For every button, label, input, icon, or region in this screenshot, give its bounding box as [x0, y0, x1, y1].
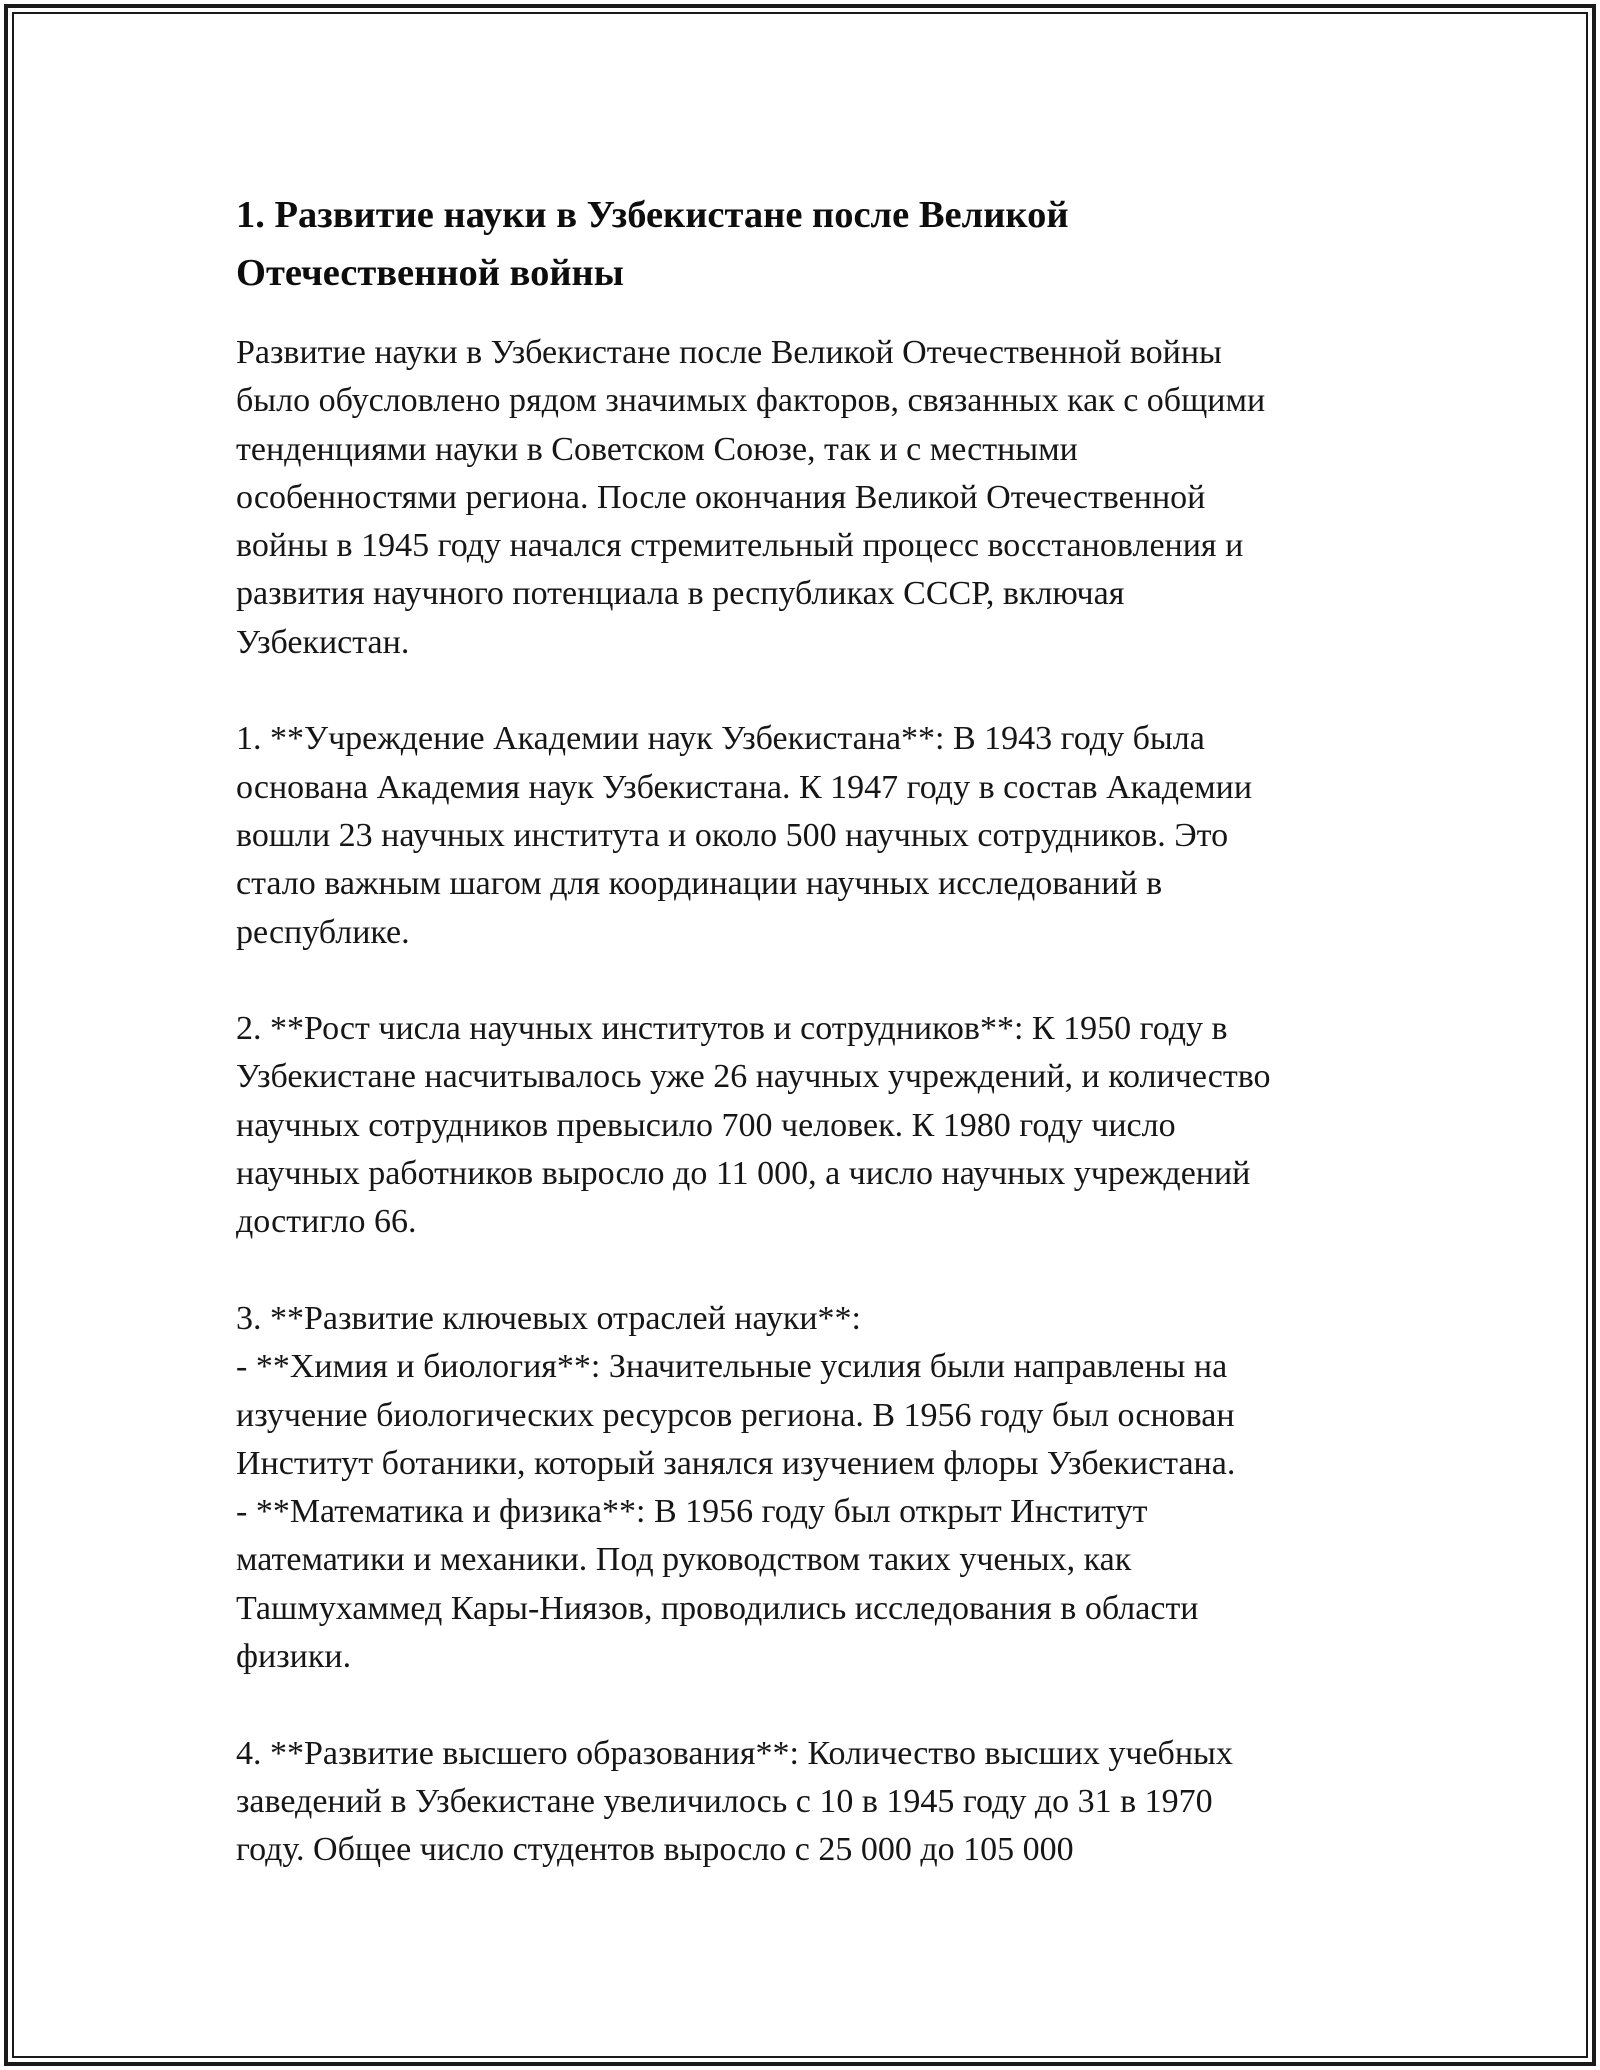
title-line-2: Отечественной войны: [236, 252, 624, 294]
title-line-1: 1. Развитие науки в Узбекистане после Великой: [236, 194, 1069, 236]
document-title: [236, 186, 1366, 302]
document-body: Развитие науки в Узбекистане после Великой Отечественной войны было обусловлено рядом значимых факторов, связанных как с общими тенденциями науки в Советском Союзе, так и с местными особенностями региона. После окончания Великой Отечественной войны в 1945 году начался стремительный процесс восстановления и развития научного потенциала в республиках СССР, включая Узбекистан. 1. **Учреждение Академии наук Узбекистана**: В 1943 году была основана Академия наук Узбекистана. К 1947 году в состав Академии вошли 23 научных института и около 500 научных сотрудников. Это стало важным шагом для координации научных исследований в республике. 2. **Рост числа научных институтов и сотрудников**: К 1950 году в Узбекистане насчитывалось уже 26 научных учреждений, и количество научных сотрудников превысило 700 человек. К 1980 году число научных работников выросло до 11 000, а число научных учреждений достигло 66. 3. **Развитие ключевых отраслей науки**: - **Химия и биология**: Значительные усилия были направлены на изучение биологических ресурсов региона. В 1956 году был основан Институт ботаники, который занялся изучением флоры Узбекистана. - **Математика и физика**: В 1956 году был открыт Институт математики и механики. Под руководством таких ученых, как Ташмухаммед Кары-Ниязов, проводились исследования в области физики. 4. **Развитие высшего образования**: Количество высших учебных заведений в Узбекистане увеличилось с 10 в 1945 году до 31 в 1970 году. Общее число студентов выросло с 25 000 до 105 000: [236, 334, 1271, 1869]
document-content: [236, 186, 1366, 1875]
